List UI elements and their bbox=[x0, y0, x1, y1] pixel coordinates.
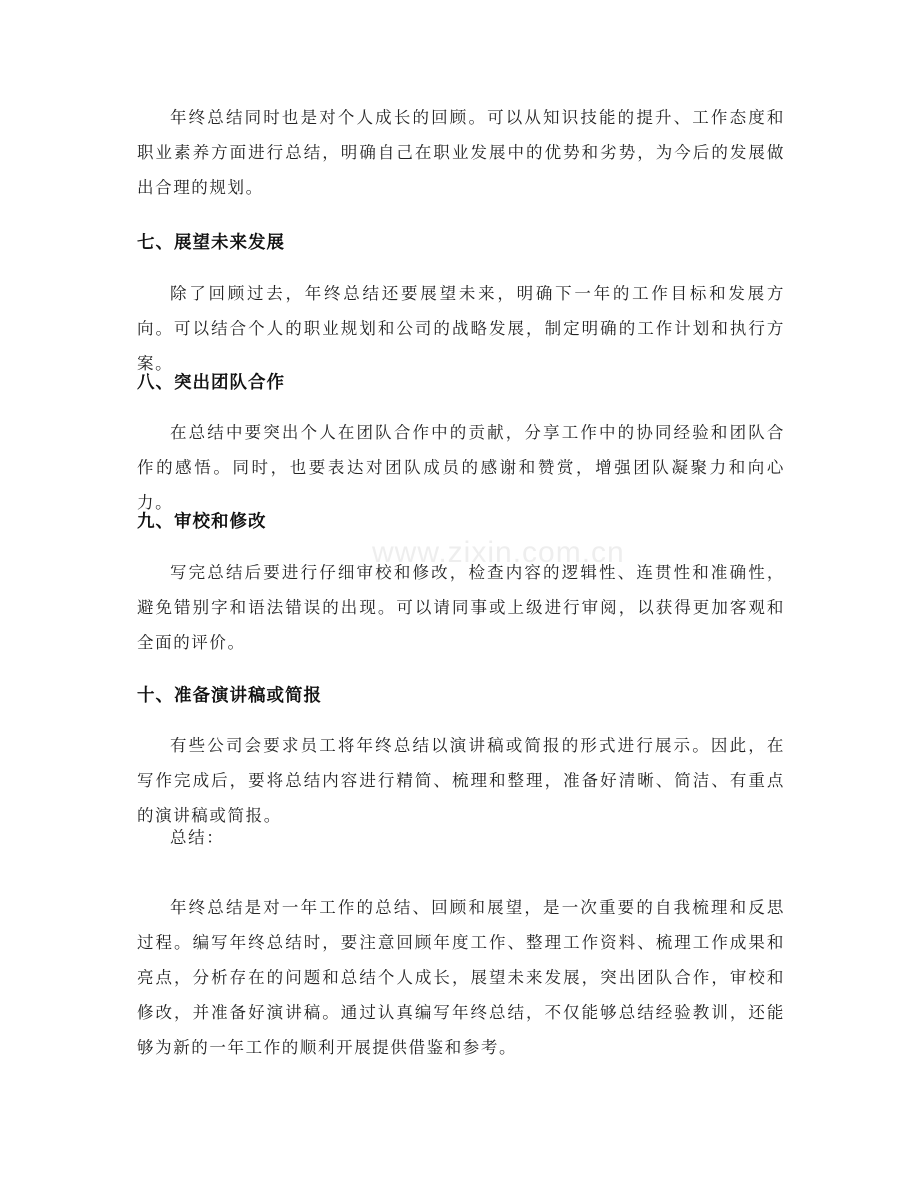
section-10-paragraph: 有些公司会要求员工将年终总结以演讲稿或简报的形式进行展示。因此，在写作完成后，要将总结内容进行精简、梳理和整理，准备好清晰、简洁、有重点的演讲稿或简报。 bbox=[137, 736, 785, 825]
section-9-heading-block bbox=[137, 508, 785, 536]
summary-label-block bbox=[137, 820, 785, 855]
section-7-paragraph: 除了回顾过去，年终总结还要展望未来，明确下一年的工作目标和发展方向。可以结合个人的职业规划和公司的战略发展，制定明确的工作计划和执行方案。 bbox=[137, 284, 785, 373]
section-8-heading: 八、突出团队合作 bbox=[137, 373, 285, 393]
section-9-heading: 九、审校和修改 bbox=[137, 512, 267, 532]
section-10-body bbox=[137, 728, 785, 833]
summary-body bbox=[137, 890, 785, 1065]
section-10-heading-block bbox=[137, 682, 785, 710]
section-7-body bbox=[137, 276, 785, 381]
summary-label: 总结： bbox=[170, 828, 225, 847]
section-7-heading: 七、展望未来发展 bbox=[137, 233, 285, 253]
section-9-body bbox=[137, 555, 785, 660]
section-10-heading: 十、准备演讲稿或简报 bbox=[137, 686, 322, 706]
section-9-paragraph: 写完总结后要进行仔细审校和修改，检查内容的逻辑性、连贯性和准确性，避免错别字和语法错误的出现。可以请同事或上级进行审阅，以获得更加客观和全面的评价。 bbox=[137, 563, 785, 652]
watermark: www.zixin.com.cn bbox=[372, 536, 625, 569]
section-8-paragraph: 在总结中要突出个人在团队合作中的贡献，分享工作中的协同经验和团队合作的感悟。同时，也要表达对团队成员的感谢和赞赏，增强团队凝聚力和向心力。 bbox=[137, 423, 785, 512]
summary-paragraph: 年终总结是对一年工作的总结、回顾和展望，是一次重要的自我梳理和反思过程。编写年终总结时，要注意回顾年度工作、整理工作资料、梳理工作成果和亮点，分析存在的问题和总结个人成长，展望未来发展，突出团队合作，审校和修改，并准备好演讲稿。通过认真编写年终总结，不仅能够总结经验教训，还能够为新的一年工作的顺利开展提供借鉴和参考。 bbox=[137, 898, 785, 1057]
section-7-heading-block bbox=[137, 229, 785, 257]
section-8-heading-block bbox=[137, 369, 785, 397]
section-8-body bbox=[137, 415, 785, 520]
intro-paragraph: 年终总结同时也是对个人成长的回顾。可以从知识技能的提升、工作态度和职业素养方面进行总结，明确自己在职业发展中的优势和劣势，为今后的发展做出合理的规划。 bbox=[137, 108, 785, 197]
intro-block bbox=[137, 100, 785, 205]
